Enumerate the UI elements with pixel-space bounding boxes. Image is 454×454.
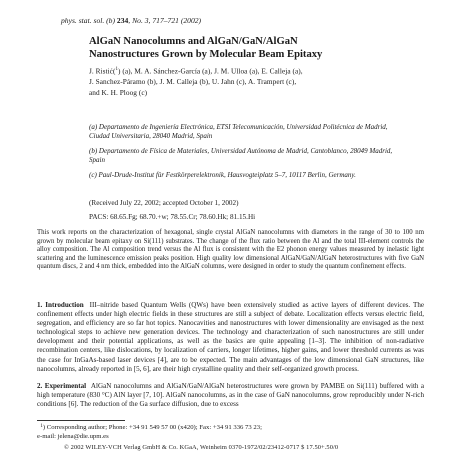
- author-line-2: J. Sanchez-Páramo (b), J. M. Calleja (b), U. Jahn (c), A. Trampert (c),: [89, 77, 297, 87]
- footnote-line-1: [37, 423, 427, 433]
- journal-issue-pages: , No. 3, 717–721 (2002): [128, 16, 202, 25]
- footnote-divider: [37, 420, 125, 421]
- abstract: This work reports on the characterization of hexagonal, single crystal AlGaN nanocolumns with diameters in the range of 30 to 100 nm grown by molecular beam epitaxy on Si(111) substrates. The change of the flux ratio between the Al and the total III-element controls the alloy composition. The Al composition trend versus the Al flux is consistent with the E2 phonon energy values measured by inelastic light scattering and the luminescence emission peaks position. High quality low dimensional AlGaN/GaN/AlGaN heterostructures with five GaN quantum discs, 2 and 4 nm thick, embedded into the AlGaN columns, were designed in order to study the quantum confinement effects.: [37, 229, 424, 270]
- footnote-line-2: e-mail: jelena@die.upm.es: [37, 432, 109, 440]
- affiliation-b: (b) Departamento de Física de Materiales, Universidad Autónoma de Madrid, Cantoblanco, 28049 Madrid, Spain: [89, 147, 393, 165]
- introduction-section: [37, 301, 424, 374]
- footnote-contact: ) Corresponding author; Phone: +34 91 549 57 00 (x420); Fax: +34 91 336 73 23;: [42, 424, 262, 431]
- journal-name: phys. stat. sol. (b): [61, 16, 115, 25]
- journal-header: [61, 16, 201, 25]
- introduction-text: III–nitride based Quantum Wells (QWs) have been extensively studied as active layers of different devices. The confinement effects under high electric fields in these structures are still a subject of debate. Localization effects versus electric field, segregation, and efficiency are so far hot topics. Nanocavities and nanostructures with lower dimensionality are envisaged as the next technological steps to achieve new generation devices. The technology and characterization of such nanostructures are still under development and their potential applications, as well as the basics are quite appealing [1–3]. The inhibition of non-radiative recombination centers, like dislocations, by localization of carriers, longer lifetimes, higher gains, and lower threshold currents as was the case for InGaAs-based laser devices [4], are to be expected. The main advantages of the low dimensional GaN structures, like nanocolumns, already reported in [5, 6], are their high crystalline quality and their self-organized growth process.: [37, 301, 425, 373]
- corresponding-author-name: J. Ristić: [89, 66, 113, 76]
- author-line-1: J. Ristić($^1$) (a), M. A. Sánchez-García (a), J. M. Ulloa (a), E. Calleja (a),: [89, 66, 303, 76]
- author-line-3: and K. H. Ploog (c): [89, 88, 148, 98]
- title-line-1: AlGaN Nanocolumns and AlGaN/GaN/AlGaN: [89, 36, 298, 47]
- pacs-codes: PACS: 68.65.Fg; 68.70.+w; 78.55.Cr; 78.60.Hk; 81.15.Hi: [89, 213, 256, 221]
- experimental-section: [37, 382, 424, 409]
- paper-title: [89, 35, 389, 61]
- introduction-heading: 1. Introduction: [37, 301, 84, 309]
- affiliation-c: (c) Paul-Drude-Institut für Festkörperelektronik, Hausvogteiplatz 5–7, 10117 Berlin, Germany.: [89, 171, 356, 179]
- footnote-mark: 1: [40, 424, 43, 429]
- journal-volume: 234: [116, 16, 129, 25]
- experimental-heading: 2. Experimental: [37, 382, 87, 390]
- affiliation-a: (a) Departamento de Ingeniería Electrónica, ETSI Telecomunicación, Universidad Politécnica de Madrid, Ciudad Universitaria, 28040 Madrid, Spain: [89, 123, 388, 141]
- title-line-2: Nanostructures Grown by Molecular Beam Epitaxy: [89, 49, 323, 60]
- copyright-line: © 2002 WILEY-VCH Verlag GmbH & Co. KGaA, Weinheim 0370-1972/02/23412-0717 $ 17.50+.50/0: [64, 444, 339, 451]
- author-footnote-mark: 1: [115, 67, 119, 72]
- experimental-text: AlGaN nanocolumns and AlGaN/GaN/AlGaN heterostructures were grown by PAMBE on Si(111) buffered with a high temperature (830 °C) AlN layer [7, 10]. AlGaN nanocolumns, as in the case of GaN nanocolumns, grow reproducibly under N-rich conditions [6]. The reduction of the Ga surface diffusion, due to excess: [37, 382, 425, 409]
- footnote: [37, 423, 427, 441]
- author-line-1-rest: (a), M. A. Sánchez-García (a), J. M. Ulloa (a), E. Calleja (a),: [120, 66, 303, 76]
- received-dates: (Received July 22, 2002; accepted October 1, 2002): [89, 199, 239, 207]
- author-list: [89, 65, 419, 99]
